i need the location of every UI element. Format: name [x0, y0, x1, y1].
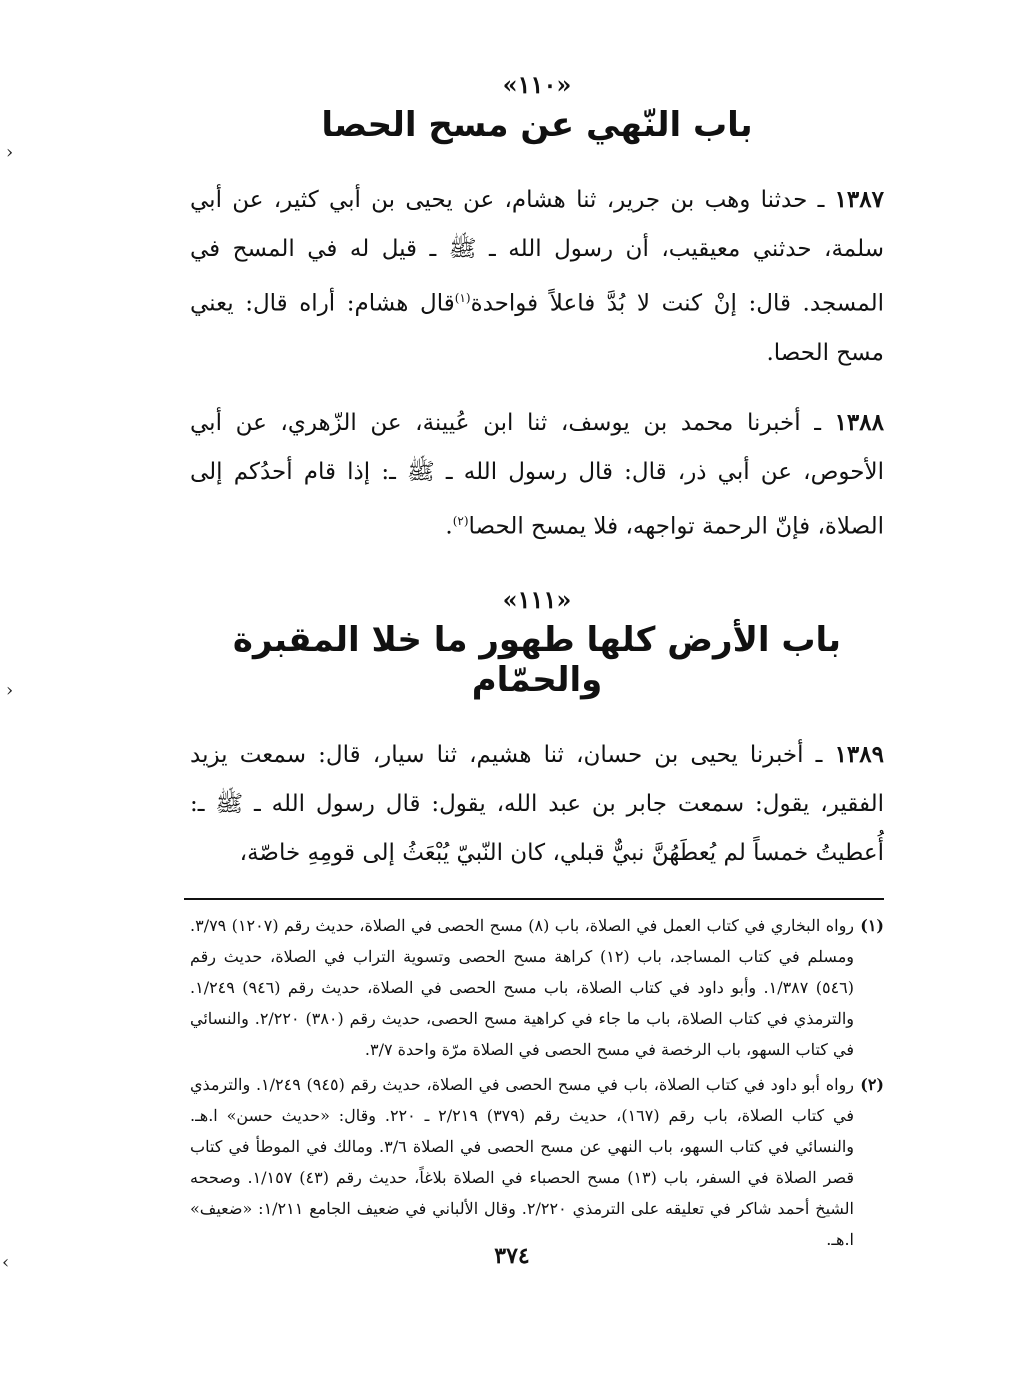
- hadith-text: ـ حدثنا وهب بن جرير، ثنا هشام، عن يحيى بن أبي كثير، عن أبي سلمة، حدثني معيقيب، أن رسول الله ـ ﷺ ـ قيل له في المسح في المسجد. قال: إنْ كنت لا بُدَّ فاعلاً فواحدة: [190, 187, 884, 317]
- section-title: باب الأرض كلها طهور ما خلا المقبرة والحمّام: [232, 620, 842, 701]
- footnote-text: رواه أبو داود في كتاب الصلاة، باب في مسح الحصى في الصلاة، حديث رقم (٩٤٥) ١/٢٤٩. والترمذي في كتاب الصلاة، باب رقم (١٦٧)، حديث رقم (٣٧٩) ٢/٢١٩ ـ ٢٢٠. وقال: «حديث حسن» ا.هـ. والنسائي في كتاب السهو، باب النهي عن مسح الحصى في الصلاة ٣/٦. ومالك في الموطأ في كتاب قصر الصلاة في السفر، باب (١٣) مسح الحصباء في الصلاة بلاغاً، حديث رقم (٤٣) ١/١٥٧. وصححه الشيخ أحمد شاكر في تعليقه على الترمذي ٢/٢٢٠. وقال الألباني في ضعيف الجامع ١/٢١١: «ضعيف» ا.هـ.: [190, 1075, 855, 1250]
- section: [190, 585, 884, 878]
- page-number: ٣٧٤: [494, 1243, 530, 1269]
- section-number: «١١١»: [502, 585, 572, 615]
- footnote-ref[interactable]: (١): [454, 291, 471, 305]
- margin-mark: ‹: [2, 1252, 10, 1273]
- footnote-mark: (٢): [860, 1075, 884, 1095]
- hadith-text-after: .: [445, 513, 453, 540]
- footnote-mark: (١): [860, 916, 884, 936]
- hadith-paragraph: [190, 175, 884, 378]
- section-number: «١١٠»: [502, 70, 572, 99]
- margin-mark: ›: [6, 680, 14, 701]
- footnote-text: رواه البخاري في كتاب العمل في الصلاة، باب (٨) مسح الحصى في الصلاة، حديث رقم (١٢٠٧) ٣/٧٩. ومسلم في كتاب المساجد، باب (١٢) كراهة مسح الحصى وتسوية التراب في الصلاة، حديث رقم (٥٤٦) ١/٣٨٧. وأبو داود في كتاب الصلاة، باب مسح الحصى في الصلاة، حديث رقم (٩٤٦) ١/٢٤٩. والترمذي في كتاب الصلاة، باب ما جاء في كراهية مسح الحصى، حديث رقم (٣٨٠) ٢/٢٢٠. والنسائي في كتاب السهو، باب الرخصة في مسح الحصى في الصلاة مرّة واحدة ٣/٧.: [190, 916, 855, 1060]
- hadith-paragraph: [190, 398, 884, 552]
- footnotes: [190, 910, 884, 1255]
- hadith-paragraph: [190, 730, 884, 878]
- page-body: [190, 70, 884, 1259]
- footnote-divider: [184, 898, 884, 900]
- section-title: باب النّهي عن مسح الحصا: [321, 105, 753, 145]
- section: [190, 70, 884, 551]
- hadith-number: ١٣٨٩: [834, 741, 884, 769]
- footnote: [190, 1069, 884, 1255]
- margin-mark: ›: [6, 142, 14, 163]
- hadith-text: ـ أخبرنا يحيى بن حسان، ثنا هشيم، ثنا سيار، قال: سمعت يزيد الفقير، يقول: سمعت جابر بن عبد الله، يقول: قال رسول الله ـ ﷺ ـ: أُعطيتُ خمساً لم يُعطَهُنَّ نبيٌّ قبلي، كان النّبيّ يُبْعَثُ إلى قومِهِ خاصّة،: [190, 742, 884, 867]
- hadith-number: ١٣٨٧: [834, 186, 884, 213]
- footnote: [190, 910, 884, 1065]
- hadith-text: ـ أخبرنا محمد بن يوسف، ثنا ابن عُيينة، عن الزّهري، عن أبي الأحوص، عن أبي ذر، قال: قال رسول الله ـ ﷺ ـ: إذا قام أحدُكم إلى الصلاة، فإنّ الرحمة تواجهه، فلا يمسح الحصا: [190, 409, 884, 540]
- hadith-number: ١٣٨٨: [834, 408, 884, 436]
- hadith-text-after: قال هشام: أراه قال: يعني مسح الحصا.: [190, 290, 884, 366]
- footnote-ref[interactable]: (٢): [452, 513, 469, 528]
